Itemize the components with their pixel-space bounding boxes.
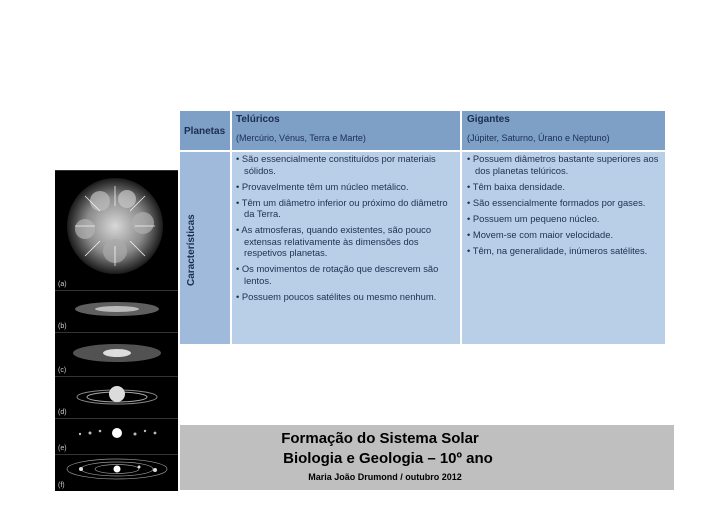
- table-divider-column: [460, 111, 462, 344]
- list-item: • Têm um diâmetro inferior ou próximo do diâmetro da Terra.: [236, 197, 456, 220]
- solar-system-orbits-image: [55, 455, 178, 491]
- column-title-telurics: Telúricos: [236, 114, 280, 125]
- flattened-disk-image: [55, 291, 178, 333]
- side-header-caracteristicas: Características: [186, 214, 197, 286]
- column-subtitle-telurics: (Mercúrio, Vénus, Terra e Marte): [236, 133, 366, 143]
- figure-label-a: (a): [58, 281, 67, 288]
- figure-label-d: (d): [58, 409, 67, 416]
- planetesimals-image: [55, 419, 178, 455]
- column-title-gigantes: Gigantes: [467, 114, 510, 125]
- gigantes-characteristics-list: [467, 153, 662, 261]
- figure-panel-c: [55, 332, 178, 376]
- list-item: • Têm baixa densidade.: [467, 181, 662, 193]
- figure-label-e: (e): [58, 445, 67, 452]
- telurics-characteristics-list: [236, 153, 456, 307]
- solar-nebula-figure: [55, 170, 178, 491]
- figure-panel-a: [55, 170, 178, 290]
- list-item: • Movem-se com maior velocidade.: [467, 229, 662, 241]
- figure-panel-f: [55, 454, 178, 491]
- figure-panel-d: [55, 376, 178, 418]
- nebula-cloud-image: [55, 171, 178, 291]
- list-item: • Provavelmente têm um núcleo metálico.: [236, 181, 456, 193]
- figure-label-b: (b): [58, 323, 67, 330]
- figure-label-c: (c): [58, 367, 67, 374]
- list-item: • Os movimentos de rotação que descrevem são lentos.: [236, 263, 456, 286]
- title-box: [180, 425, 674, 490]
- forming-sun-image: [55, 377, 178, 419]
- row-header-planetas: Planetas: [184, 126, 226, 137]
- protoplanetary-disk-image: [55, 333, 178, 377]
- table-divider-side: [230, 111, 232, 344]
- presentation-title: Formação do Sistema Solar: [281, 430, 479, 447]
- list-item: • São essencialmente constituídos por materiais sólidos.: [236, 153, 456, 176]
- table-divider-horizontal: [180, 150, 665, 152]
- list-item: • As atmosferas, quando existentes, são pouco extensas relativamente às dimensões dos respetivos planetas.: [236, 224, 456, 259]
- list-item: • Possuem um pequeno núcleo.: [467, 213, 662, 225]
- figure-label-f: (f): [58, 482, 65, 489]
- author-date: Maria João Drumond / outubro 2012: [308, 472, 462, 482]
- list-item: • Possuem diâmetros bastante superiores aos dos planetas telúricos.: [467, 153, 662, 176]
- list-item: • Têm, na generalidade, inúmeros satélites.: [467, 245, 662, 257]
- column-subtitle-gigantes: (Júpiter, Saturno, Úrano e Neptuno): [467, 133, 610, 143]
- list-item: • São essencialmente formados por gases.: [467, 197, 662, 209]
- figure-panel-e: [55, 418, 178, 454]
- planet-comparison-table: [180, 111, 665, 344]
- list-item: • Possuem poucos satélites ou mesmo nenhum.: [236, 291, 456, 303]
- course-subtitle: Biologia e Geologia – 10º ano: [283, 450, 493, 467]
- figure-panel-b: [55, 290, 178, 332]
